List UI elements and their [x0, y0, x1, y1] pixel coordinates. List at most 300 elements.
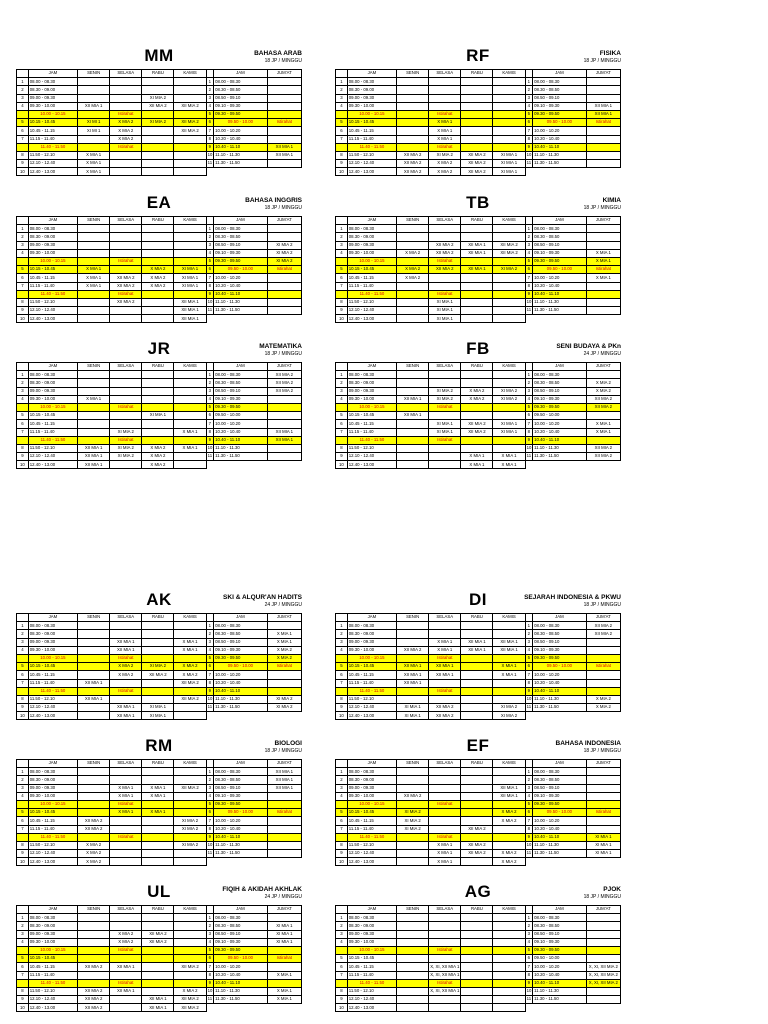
- period-number: 3: [336, 784, 348, 792]
- time-right: 09.50 - 10.00: [214, 955, 268, 963]
- break-cell: [174, 654, 206, 662]
- period-number: 5: [206, 403, 214, 411]
- class-cell: XI MIA 2: [110, 428, 142, 436]
- time-left: 11.40 - 11.50: [347, 979, 396, 987]
- friday-cell: [267, 78, 301, 86]
- subject-title: SEJARAH INDONESIA & PKWU: [524, 594, 621, 601]
- header-0: JAM: [28, 906, 77, 914]
- class-cell: [493, 841, 525, 849]
- class-cell: [142, 679, 174, 687]
- time-right: 09.10 - 09.30: [214, 792, 268, 800]
- class-cell: [110, 630, 142, 638]
- period-number: 9: [336, 307, 348, 315]
- period-number: 9: [206, 143, 214, 151]
- time-right: 08.30 - 08.50: [533, 233, 587, 241]
- class-cell: X MIA 1: [78, 160, 110, 168]
- teacher-code: RF: [466, 46, 490, 65]
- time-left: 11.50 - 12.10: [28, 444, 77, 452]
- header-blank: [206, 217, 214, 225]
- class-cell: [461, 102, 493, 110]
- class-cell: X MIA 2: [142, 444, 174, 452]
- time-right: 09.10 - 09.30: [214, 646, 268, 654]
- class-cell: XII MIA 1: [493, 646, 525, 654]
- hours-per-week: 24 JP / MINGGU: [264, 894, 302, 900]
- period-number: 7: [336, 971, 348, 979]
- class-cell: [493, 987, 525, 995]
- class-cell: [78, 379, 110, 387]
- class-cell: [142, 135, 174, 143]
- period-number: 9: [336, 160, 348, 168]
- friday-cell: [267, 86, 301, 94]
- time-right: 11.30 - 11.50: [214, 160, 268, 168]
- class-cell: [110, 86, 142, 94]
- time-left: 10.00 - 10.15: [347, 946, 396, 954]
- friday-cell: XI MIA 2: [267, 241, 301, 249]
- class-cell: [142, 922, 174, 930]
- friday-cell: [267, 833, 301, 841]
- table-row: [17, 792, 302, 800]
- table-row: [17, 712, 302, 720]
- time-right: 08.00 - 08.30: [214, 914, 268, 922]
- time-right: 10.20 - 10.40: [214, 971, 268, 979]
- period-number: 8: [525, 825, 533, 833]
- time-left: 12.10 - 12.40: [347, 850, 396, 858]
- class-cell: [397, 127, 429, 135]
- time-left: 11.40 - 11.50: [28, 833, 77, 841]
- header-1: SENIN: [78, 614, 110, 622]
- friday-cell: [586, 94, 620, 102]
- class-cell: XI MIA 1: [429, 428, 461, 436]
- friday-cell: XII MIA 2: [586, 453, 620, 461]
- table-row: [336, 671, 621, 679]
- friday-cell: XII MIA 1: [586, 102, 620, 110]
- time-right: 08.50 - 09.10: [533, 94, 587, 102]
- class-cell: [78, 792, 110, 800]
- class-cell: X MIA 1: [429, 646, 461, 654]
- table-row: [336, 78, 621, 86]
- friday-cell: XII MIA 2: [267, 379, 301, 387]
- friday-cell: Istirahat: [586, 266, 620, 274]
- time-left: 10.00 - 10.15: [347, 257, 396, 265]
- header-0: JAM: [347, 614, 396, 622]
- class-cell: [429, 784, 461, 792]
- class-cell: [429, 453, 461, 461]
- friday-cell: XI MIA 1: [267, 922, 301, 930]
- class-cell: [461, 987, 493, 995]
- subject-title: FISIKA: [599, 50, 621, 57]
- time-right: 10.00 - 10.20: [533, 963, 587, 971]
- time-left: 09.00 - 09.30: [28, 387, 77, 395]
- class-cell: [142, 168, 174, 176]
- break-cell: [174, 290, 206, 298]
- time-left: 10.15 - 10.45: [347, 266, 396, 274]
- friday-cell: [267, 160, 301, 168]
- break-cell: [493, 654, 525, 662]
- break-cell: [461, 403, 493, 411]
- schedule-table: [16, 69, 302, 176]
- time-left: 09.30 - 10.00: [28, 395, 77, 403]
- time-right: 10.00 - 10.20: [533, 817, 587, 825]
- period-number: 9: [525, 687, 533, 695]
- table-row: [17, 784, 302, 792]
- friday-cell: XII MIA 1: [267, 143, 301, 151]
- time-right: 09.50 - 10.00: [533, 955, 587, 963]
- period-number: 8: [206, 825, 214, 833]
- class-cell: XI MIA 1: [397, 704, 429, 712]
- time-left: 08.30 - 09.00: [347, 630, 396, 638]
- class-cell: [174, 168, 206, 176]
- time-right: 08.30 - 08.50: [533, 630, 587, 638]
- class-cell: [493, 119, 525, 127]
- class-cell: [461, 695, 493, 703]
- header-4: KAMIS: [174, 760, 206, 768]
- period-number: [336, 833, 348, 841]
- period-number: 4: [336, 395, 348, 403]
- class-cell: XI MIA 1: [142, 704, 174, 712]
- class-cell: [461, 914, 493, 922]
- empty-cell: [586, 1004, 620, 1012]
- class-cell: [461, 784, 493, 792]
- class-cell: X MIA 1: [78, 266, 110, 274]
- time-right: 08.00 - 08.30: [214, 225, 268, 233]
- class-cell: XII MIA 2: [174, 679, 206, 687]
- schedule-table: [335, 613, 621, 720]
- header-blank: [206, 760, 214, 768]
- time-left: 11.40 - 11.50: [347, 833, 396, 841]
- time-right: 10.00 - 10.20: [214, 127, 268, 135]
- time-left: 10.15 - 10.45: [28, 809, 77, 817]
- period-number: [336, 257, 348, 265]
- time-right: 10.20 - 10.40: [533, 679, 587, 687]
- break-cell: [493, 110, 525, 118]
- friday-cell: [267, 102, 301, 110]
- period-number: 3: [17, 94, 29, 102]
- break-cell: [142, 833, 174, 841]
- table-row: [17, 135, 302, 143]
- period-number: 5: [336, 266, 348, 274]
- header-row: [336, 906, 621, 914]
- break-cell: [78, 290, 110, 298]
- class-cell: [110, 971, 142, 979]
- table-row: [336, 428, 621, 436]
- table-row: [17, 704, 302, 712]
- period-number: 2: [206, 379, 214, 387]
- period-number: 1: [336, 768, 348, 776]
- class-cell: [493, 963, 525, 971]
- time-left: 11.15 - 11.40: [28, 971, 77, 979]
- table-row: [17, 127, 302, 135]
- table-row: [336, 249, 621, 257]
- break-cell: Istirahat: [110, 403, 142, 411]
- table-row: [17, 78, 302, 86]
- header-blank: [336, 217, 348, 225]
- class-cell: [110, 225, 142, 233]
- class-cell: [174, 160, 206, 168]
- break-cell: [78, 110, 110, 118]
- class-cell: X, XI, XII MIA 1: [429, 963, 461, 971]
- break-cell: Istirahat: [429, 436, 461, 444]
- class-cell: XII MIA 1: [110, 704, 142, 712]
- class-cell: [174, 233, 206, 241]
- period-number: 9: [206, 290, 214, 298]
- period-number: 5: [336, 809, 348, 817]
- class-cell: [174, 955, 206, 963]
- class-cell: XII MIA 2: [429, 241, 461, 249]
- friday-cell: X MIA 1: [267, 987, 301, 995]
- table-row: [17, 94, 302, 102]
- friday-cell: XI MIA 2: [267, 704, 301, 712]
- break-cell: [78, 654, 110, 662]
- class-cell: [461, 792, 493, 800]
- table-row: [17, 938, 302, 946]
- time-left: 09.30 - 10.00: [28, 102, 77, 110]
- time-left: 09.00 - 09.30: [347, 784, 396, 792]
- class-cell: X MIA 2: [142, 461, 174, 469]
- break-cell: [461, 687, 493, 695]
- table-row: [17, 825, 302, 833]
- class-cell: X MIA 1: [174, 444, 206, 452]
- hours-per-week: 18 JP / MINGGU: [264, 748, 302, 754]
- time-left: 10.45 - 11.15: [28, 420, 77, 428]
- period-number: 7: [206, 274, 214, 282]
- class-cell: [78, 315, 110, 323]
- subject-title: SKI & ALQUR'AN HADITS: [223, 594, 302, 601]
- class-cell: XII MIA 1: [78, 461, 110, 469]
- table-row: [336, 858, 621, 866]
- header-3: RABU: [461, 760, 493, 768]
- break-cell: Istirahat: [429, 110, 461, 118]
- class-cell: [461, 776, 493, 784]
- header-5: JAM: [214, 217, 268, 225]
- header-1: SENIN: [78, 70, 110, 78]
- empty-cell: [586, 315, 620, 323]
- table-row: [17, 241, 302, 249]
- header-1: SENIN: [78, 217, 110, 225]
- friday-cell: X MIA 1: [267, 630, 301, 638]
- time-left: 11.50 - 12.10: [347, 298, 396, 306]
- period-number: 1: [336, 914, 348, 922]
- period-number: 4: [525, 792, 533, 800]
- time-left: 10.45 - 11.15: [28, 127, 77, 135]
- time-left: 10.15 - 10.45: [347, 663, 396, 671]
- class-cell: [78, 663, 110, 671]
- class-cell: [493, 315, 525, 323]
- friday-cell: X MIA 2: [586, 379, 620, 387]
- friday-cell: XII MIA 2: [586, 444, 620, 452]
- class-cell: XI MIA 1: [429, 420, 461, 428]
- time-left: 12.10 - 12.40: [347, 996, 396, 1004]
- class-cell: XII MIA 1: [397, 663, 429, 671]
- break-cell: [78, 833, 110, 841]
- time-left: 08.30 - 09.00: [347, 86, 396, 94]
- time-left: 10.00 - 10.15: [28, 654, 77, 662]
- class-cell: [429, 679, 461, 687]
- header-1: SENIN: [78, 906, 110, 914]
- time-right: 09.50 - 10.00: [533, 663, 587, 671]
- class-cell: [142, 160, 174, 168]
- time-left: 11.15 - 11.40: [28, 825, 77, 833]
- class-cell: XII MIA 1: [461, 646, 493, 654]
- time-left: 10.15 - 10.45: [28, 412, 77, 420]
- time-left: 09.30 - 10.00: [347, 102, 396, 110]
- class-cell: [429, 930, 461, 938]
- time-right: 09.30 - 09.50: [533, 257, 587, 265]
- period-number: 3: [525, 930, 533, 938]
- time-left: 08.30 - 09.00: [347, 379, 396, 387]
- class-cell: XI MIA 1: [174, 282, 206, 290]
- period-number: 11: [525, 453, 533, 461]
- period-number: 4: [525, 646, 533, 654]
- schedule-table: [16, 905, 302, 1012]
- schedule-table: [16, 613, 302, 720]
- header-6: JUM'AT: [586, 70, 620, 78]
- table-row: [336, 850, 621, 858]
- period-number: 5: [525, 110, 533, 118]
- class-cell: XII MIA 2: [493, 241, 525, 249]
- friday-cell: [586, 151, 620, 159]
- time-right: 09.10 - 09.30: [214, 395, 268, 403]
- table-row: [336, 119, 621, 127]
- time-left: 08.30 - 09.00: [28, 86, 77, 94]
- class-cell: X MIA 1: [461, 461, 493, 469]
- period-number: 8: [17, 695, 29, 703]
- class-cell: [429, 792, 461, 800]
- empty-cell: [206, 1004, 214, 1012]
- period-number: 5: [17, 119, 29, 127]
- class-cell: [78, 938, 110, 946]
- header-6: JUM'AT: [267, 760, 301, 768]
- period-number: 7: [17, 825, 29, 833]
- class-cell: XI MIA 2: [110, 453, 142, 461]
- time-right: 09.30 - 09.50: [533, 654, 587, 662]
- class-cell: XII MIA 2: [78, 963, 110, 971]
- teacher-code: RM: [145, 736, 173, 755]
- period-number: 6: [525, 412, 533, 420]
- empty-cell: [267, 858, 301, 866]
- header-6: JUM'AT: [586, 217, 620, 225]
- time-right: 10.40 - 11.10: [214, 833, 268, 841]
- time-left: 10.00 - 10.15: [28, 800, 77, 808]
- teacher-code: JR: [147, 339, 171, 358]
- class-cell: [461, 282, 493, 290]
- break-cell: [461, 946, 493, 954]
- header-row: [17, 760, 302, 768]
- class-cell: [461, 119, 493, 127]
- header-blank: [17, 614, 29, 622]
- header-blank: [336, 70, 348, 78]
- break-cell: [78, 143, 110, 151]
- table-row: [17, 110, 302, 118]
- class-cell: [110, 461, 142, 469]
- break-cell: Istirahat: [429, 979, 461, 987]
- table-row: [17, 233, 302, 241]
- time-right: 11.30 - 11.50: [214, 996, 268, 1004]
- break-cell: Istirahat: [429, 833, 461, 841]
- time-right: 11.30 - 11.50: [214, 307, 268, 315]
- time-right: 11.10 - 11.30: [533, 695, 587, 703]
- class-cell: XII MIA 1: [142, 996, 174, 1004]
- class-cell: XII MIA 1: [461, 249, 493, 257]
- class-cell: [110, 307, 142, 315]
- class-cell: X MIA 1: [142, 809, 174, 817]
- header-6: JUM'AT: [267, 363, 301, 371]
- time-left: 11.50 - 12.10: [28, 987, 77, 995]
- class-cell: [461, 225, 493, 233]
- period-number: 10: [17, 1004, 29, 1012]
- class-cell: [142, 817, 174, 825]
- table-row: [17, 663, 302, 671]
- class-cell: XII MIA 1: [110, 987, 142, 995]
- time-left: 08.00 - 08.30: [347, 768, 396, 776]
- period-number: 5: [17, 809, 29, 817]
- time-left: 12.40 - 13.00: [28, 461, 77, 469]
- break-cell: Istirahat: [429, 654, 461, 662]
- class-cell: [429, 282, 461, 290]
- class-cell: [110, 371, 142, 379]
- subject-title: FIQIH & AKIDAH AKHLAK: [222, 886, 302, 893]
- time-left: 12.10 - 12.40: [28, 996, 77, 1004]
- friday-cell: [267, 687, 301, 695]
- break-cell: [461, 800, 493, 808]
- class-cell: XII MIA 2: [461, 151, 493, 159]
- table-row: [336, 979, 621, 987]
- class-cell: [174, 241, 206, 249]
- friday-cell: [586, 946, 620, 954]
- class-cell: X MIA 2: [174, 671, 206, 679]
- friday-cell: [267, 453, 301, 461]
- teacher-code: UL: [147, 882, 171, 901]
- class-cell: XII MIA 1: [78, 679, 110, 687]
- class-cell: XII MIA 1: [493, 792, 525, 800]
- class-cell: X, XI, XII MIA 1: [429, 987, 461, 995]
- table-row: [17, 257, 302, 265]
- friday-cell: X MIA 1: [267, 996, 301, 1004]
- class-cell: XII MIA 2: [174, 963, 206, 971]
- time-left: 08.00 - 08.30: [347, 371, 396, 379]
- class-cell: XII MIA 2: [397, 168, 429, 176]
- class-cell: XII MIA 1: [110, 712, 142, 720]
- header-2: SELASA: [429, 217, 461, 225]
- period-number: 6: [336, 274, 348, 282]
- friday-cell: XII MIA 2: [267, 371, 301, 379]
- subject-title: KIMIA: [602, 197, 621, 204]
- time-right: 10.20 - 10.40: [533, 282, 587, 290]
- time-left: 10.45 - 11.15: [28, 274, 77, 282]
- class-cell: XI MIA 2: [429, 151, 461, 159]
- table-row: [336, 768, 621, 776]
- time-left: 11.15 - 11.40: [28, 679, 77, 687]
- table-row: [336, 817, 621, 825]
- header-2: SELASA: [429, 70, 461, 78]
- class-cell: XI MIA 1: [142, 412, 174, 420]
- time-right: 08.50 - 09.10: [533, 241, 587, 249]
- class-cell: [397, 461, 429, 469]
- time-right: 11.10 - 11.30: [533, 444, 587, 452]
- header-3: RABU: [142, 760, 174, 768]
- class-cell: [174, 622, 206, 630]
- class-cell: [110, 94, 142, 102]
- header-blank: [336, 614, 348, 622]
- period-number: 2: [336, 233, 348, 241]
- table-row: [17, 987, 302, 995]
- period-number: 4: [525, 938, 533, 946]
- friday-cell: [267, 444, 301, 452]
- time-left: 10.00 - 10.15: [347, 654, 396, 662]
- time-left: 08.00 - 08.30: [347, 78, 396, 86]
- class-cell: X MIA 2: [174, 663, 206, 671]
- period-number: 4: [206, 792, 214, 800]
- class-cell: [110, 412, 142, 420]
